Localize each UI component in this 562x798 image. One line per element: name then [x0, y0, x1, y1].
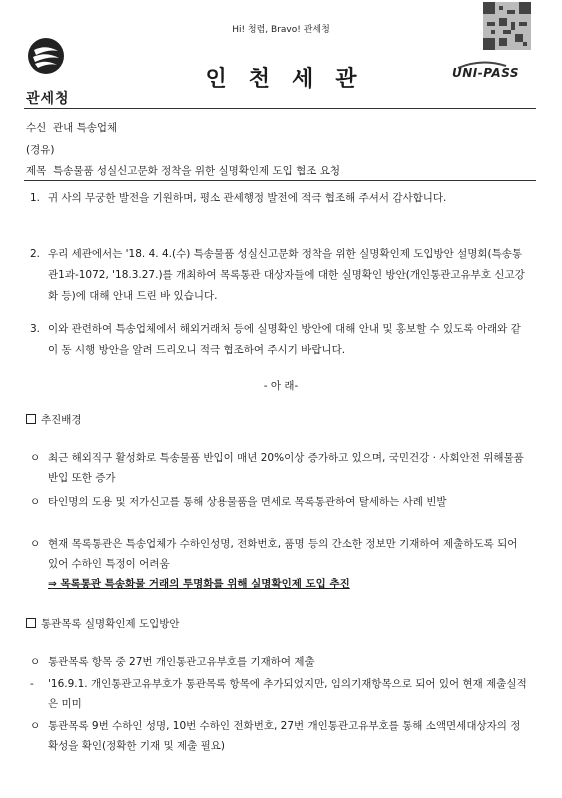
checkbox-square-icon [26, 414, 36, 424]
recipient: 관내 특송업체 [52, 122, 118, 134]
bullet-item [30, 448, 530, 488]
bullet-item [30, 652, 530, 672]
slogan: Hi! 청렴, Bravo! 관세청 [232, 25, 330, 35]
paragraph-number: 3. [30, 323, 41, 335]
bullet-mark: ㅇ [30, 720, 41, 732]
bullet-text: 최근 해외직구 활성화로 특송물품 반입이 매년 20%이상 증가하고 있으며, 국민건강 · 사회안전 위해물품 반입 또한 증가 [48, 452, 524, 484]
bullet-text: 통관목록 항목 중 27번 개인통관고유부호를 기재하여 제출 [48, 656, 315, 668]
paragraph-number: 2. [30, 248, 41, 260]
sub-bullet-item [30, 674, 530, 714]
conclusion: ⇒ 목록통관 특송화물 거래의 투명화를 위해 실명확인제 도입 추진 [48, 578, 350, 590]
paragraph-number: 1. [30, 192, 41, 204]
section-title: 추진배경 [41, 414, 82, 426]
agency-title: 인천세관 [205, 67, 379, 92]
section-heading-plan [26, 616, 180, 631]
bullet-text: 타인명의 도용 및 저가신고를 통해 상용물품을 면세로 목록통관하여 탈세하는 사례 빈발 [48, 496, 447, 508]
unipass-logo: UNI-PASS [452, 66, 520, 80]
bullet-text: 통관목록 9번 수하인 성명, 10번 수하인 전화번호, 27번 개인통관고유부호를 통해 소액면세대상자의 정확성을 확인(정확한 기재 및 제출 필요) [48, 720, 521, 752]
paragraph-text: 이와 관련하여 특송업체에서 해외거래처 등에 실명확인 방안에 대해 안내 및 홍보할 수 있도록 아래와 같이 동 시행 방안을 알려 드리오니 적극 협조하여 주시기 바랍니다. [48, 323, 521, 356]
bullet-item [30, 534, 530, 574]
subject-line [26, 163, 340, 178]
org-name: 관세청 [26, 91, 70, 107]
bullet-text: 현재 목록통관은 특송업체가 수하인성명, 전화번호, 품명 등의 간소한 정보만 기재하여 제출하도록 되어 있어 수하인 특정이 어려움 [48, 538, 518, 570]
header-divider [24, 108, 536, 109]
bullet-mark: - [30, 678, 34, 690]
checkbox-square-icon [26, 618, 36, 628]
via: (경유) [26, 144, 55, 156]
bullet-mark: ㅇ [30, 496, 41, 508]
qr-code [483, 2, 531, 50]
bullet-text: '16.9.1. 개인통관고유부호가 통관목록 항목에 추가되었지만, 임의기재항목으로 되어 있어 현재 제출실적은 미미 [48, 678, 527, 710]
bullet-mark: ㅇ [30, 656, 41, 668]
section-title: 통관목록 실명확인제 도입방안 [41, 618, 180, 630]
bullet-mark: ㅇ [30, 452, 41, 464]
paragraph-text: 귀 사의 무궁한 발전을 기원하며, 평소 관세행정 발전에 적극 협조해 주셔서 감사합니다. [48, 192, 447, 204]
bullet-item [30, 716, 530, 756]
subject: 특송물품 성실신고문화 정착을 위한 실명확인제 도입 협조 요청 [52, 165, 341, 177]
paragraph-2 [30, 244, 530, 307]
subject-label: 제목 [26, 165, 47, 177]
paragraph-1 [30, 188, 530, 209]
recipient-label: 수신 [26, 122, 47, 134]
paragraph-text: 우리 세관에서는 '18. 4. 4.(수) 특송물품 성실신고문화 정착을 위한 실명확인제 도입방안 설명회(특송통관1과-1072, '18.3.27.)를 개최하여 목록통관 대상자들에 대한 실명확인 방안(개인통관고유부호 신고강화 등)에 대해 안내 드린 바 있습니다. [48, 248, 525, 302]
subject-divider [24, 180, 536, 181]
section-heading-background [26, 412, 82, 427]
paragraph-3 [30, 319, 530, 361]
below-mark: - 아 래- [263, 380, 299, 392]
bullet-item [30, 492, 530, 512]
bullet-mark: ㅇ [30, 538, 41, 550]
recipient-line [26, 120, 117, 135]
